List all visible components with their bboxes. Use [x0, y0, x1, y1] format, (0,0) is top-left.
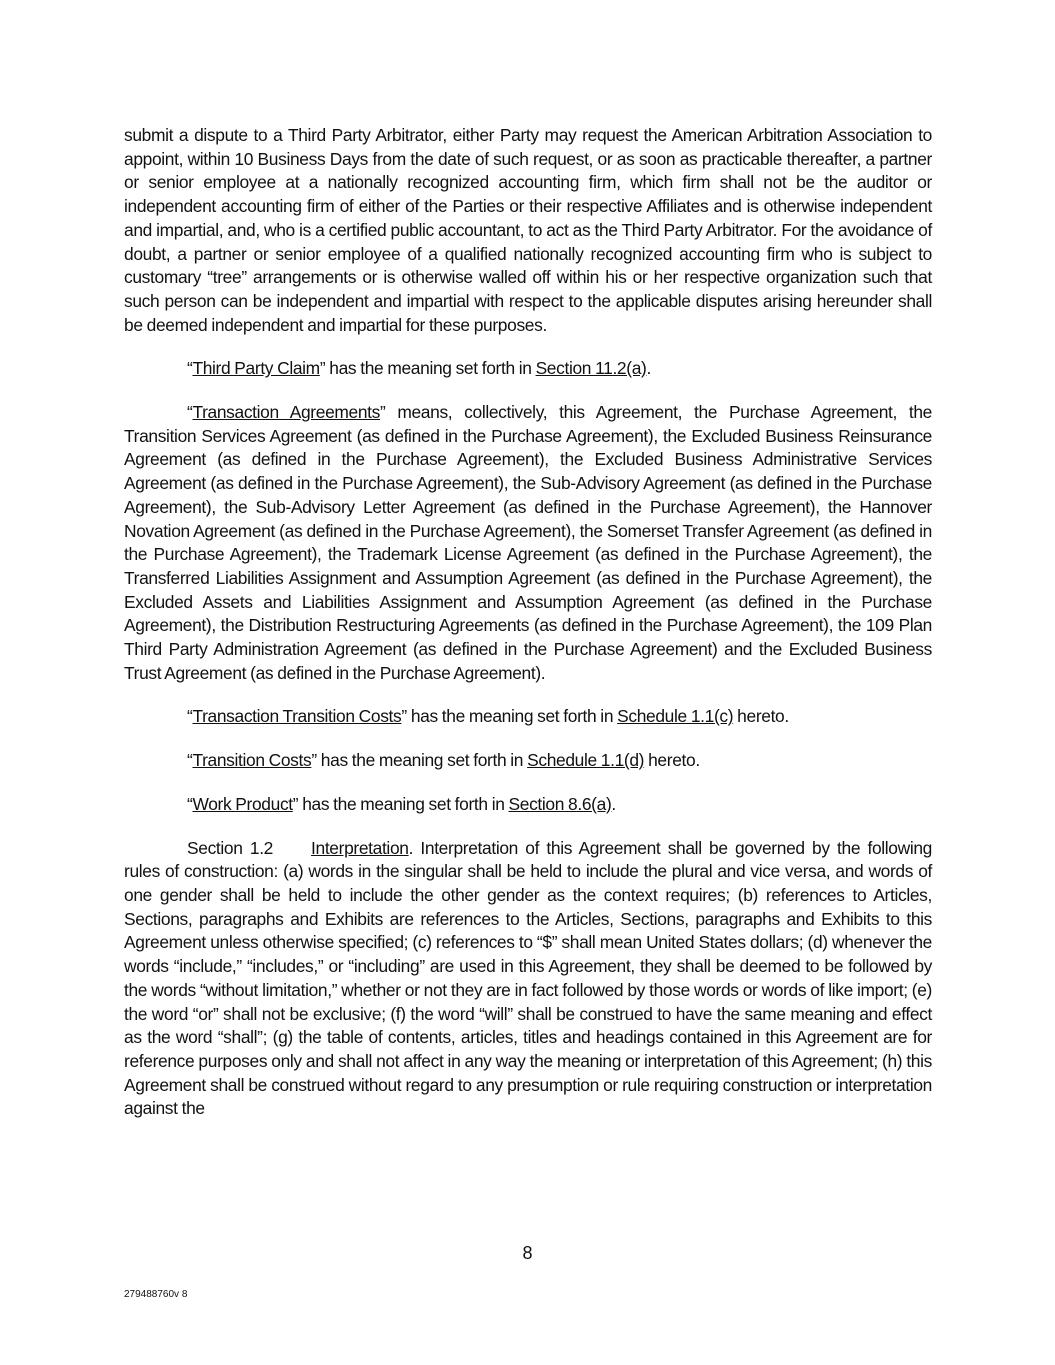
continuation-paragraph: submit a dispute to a Third Party Arbitrator, either Party may request the American Arbitration Association to appoint, within 10 Business Days from the date of such request, or as soon as practicable thereafter, a partner or senior employee at a nationally recognized accounting firm, which firm shall not be the auditor or independent accounting firm of either of the Parties or their respective Affiliates and is otherwise independent and impartial, and, who is a certified public accountant, to act as the Third Party Arbitrator. For the avoidance of doubt, a partner or senior employee of a qualified nationally recognized accounting firm who is subject to customary “tree” arrangements or is otherwise walled off within his or her respective organization such that such person can be independent and impartial with respect to the applicable disputes arising hereunder shall be deemed independent and impartial for these purposes.: [124, 125, 932, 335]
cross-reference-link[interactable]: Section 11.2(a): [535, 358, 647, 379]
open-quote: “: [187, 402, 193, 423]
definition-text: has the meaning set forth in: [325, 358, 536, 379]
section-1-2-interpretation: [124, 837, 932, 1121]
cross-reference-link[interactable]: Section 8.6(a): [508, 793, 612, 814]
definition-transaction-transition-costs: [124, 705, 932, 729]
close-quote: ”: [380, 402, 386, 423]
definition-work-product: [124, 793, 932, 817]
definition-tail: hereto.: [644, 750, 700, 771]
page-number: 8: [522, 1243, 533, 1263]
open-quote: “: [187, 358, 193, 379]
close-quote: ”: [292, 793, 299, 814]
definition-tail: hereto.: [733, 706, 789, 727]
section-heading-tail: .: [408, 837, 414, 858]
cross-reference-link[interactable]: Schedule 1.1(c): [617, 706, 734, 727]
definition-tail: .: [611, 793, 616, 814]
defined-term: Transaction Transition Costs: [192, 706, 402, 727]
section-number: Section 1.2: [187, 837, 274, 858]
defined-term: Transaction Agreements: [192, 402, 381, 423]
close-quote: ”: [401, 706, 407, 727]
cross-reference-link[interactable]: Schedule 1.1(d): [527, 750, 645, 771]
definition-tail: .: [646, 358, 651, 379]
open-quote: “: [187, 793, 193, 814]
defined-term: Third Party Claim: [192, 358, 320, 379]
definition-text: has the meaning set forth in: [316, 750, 528, 771]
section-body: Interpretation of this Agreement shall be governed by the following rules of construction: (a) words in the singular shall be held to include the plural and vice versa, and words of one gender shall be held to include the other gender as the context requires; (b) references to Articles, Sections, paragraphs and Exhibits are references to the Articles, Sections, paragraphs and Exhibits to this Agreement unless otherwise specified; (c) references to “$” shall mean United States dollars; (d) whenever the words “include,” “includes,” or “including” are used in this Agreement, they shall be deemed to be followed by the words “without limitation,” whether or not they are in fact followed by those words or words of like import; (e) the word “or” shall not be exclusive; (f) the word “will” shall be construed to have the same meaning and effect as the word “shall”; (g) the table of contents, articles, titles and headings contained in this Agreement are for reference purposes only and shall not affect in any way the meaning or interpretation of this Agreement; (h) this Agreement shall be construed without regard to any presumption or rule requiring construction or interpretation against the: [124, 837, 932, 1119]
close-quote: ”: [311, 750, 317, 771]
definition-text: has the meaning set forth in: [406, 706, 618, 727]
definition-transition-costs: [124, 749, 932, 773]
definition-third-party-claim: [124, 357, 932, 381]
open-quote: “: [187, 750, 193, 771]
defined-term: Transition Costs: [192, 750, 312, 771]
defined-term: Work Product: [192, 793, 293, 814]
document-id: 279488760v 8: [124, 1289, 188, 1300]
definition-text: means, collectively, this Agreement, the Purchase Agreement, the Transition Services Agreement (as defined in the Purchase Agreement), the Excluded Business Reinsurance Agreement (as defined in the Purchase Agreement), the Excluded Business Administrative Services Agreement (as defined in the Purchase Agreement), the Sub-Advisory Agreement (as defined in the Purchase Agreement), the Sub-Advisory Letter Agreement (as defined in the Purchase Agreement), the Hannover Novation Agreement (as defined in the Purchase Agreement), the Somerset Transfer Agreement (as defined in the Purchase Agreement), the Trademark License Agreement (as defined in the Purchase Agreement), the Transferred Liabilities Assignment and Assumption Agreement (as defined in the Purchase Agreement), the Excluded Assets and Liabilities Assignment and Assumption Agreement (as defined in the Purchase Agreement), the Distribution Restructuring Agreements (as defined in the Purchase Agreement), the 109 Plan Third Party Administration Agreement (as defined in the Purchase Agreement) and the Excluded Business Trust Agreement (as defined in the Purchase Agreement).: [124, 402, 932, 683]
open-quote: “: [187, 706, 193, 727]
section-heading: Interpretation: [311, 837, 409, 858]
definition-transaction-agreements: [124, 401, 932, 685]
document-page: [124, 124, 932, 1121]
close-quote: ”: [319, 358, 326, 379]
definition-text: has the meaning set forth in: [298, 793, 509, 814]
